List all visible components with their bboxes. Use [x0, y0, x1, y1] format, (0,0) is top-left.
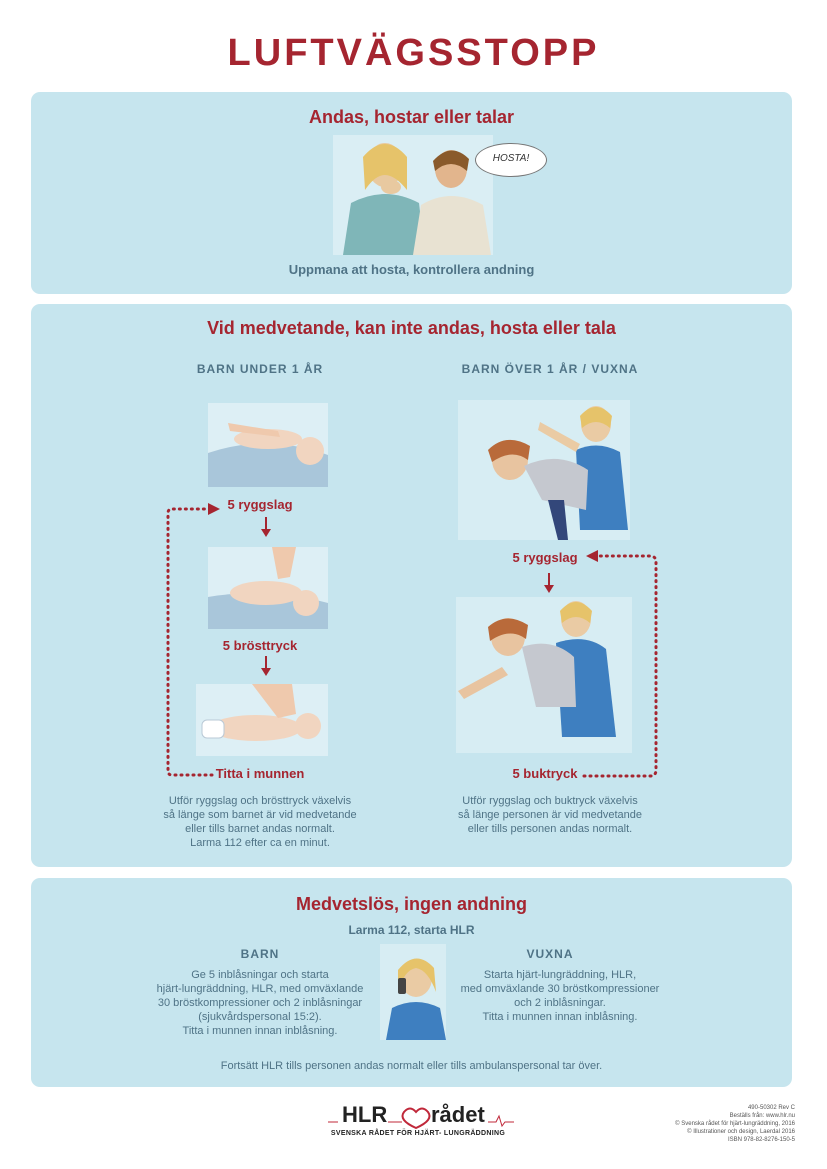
infant-step1-label: 5 ryggslag: [227, 497, 293, 512]
section1-caption: Uppmana att hosta, kontrollera andning: [288, 262, 535, 277]
illustration-coughing-person: [333, 135, 493, 255]
logo-text-radet: rådet: [431, 1102, 485, 1127]
hlr-radet-logo: [318, 1102, 518, 1142]
heart-ecg-icon: [318, 1106, 518, 1130]
illustration-adult-back-blows: [458, 400, 630, 540]
child-title: BARN: [240, 947, 280, 961]
section2-heading: Vid medvetande, kan inte andas, hosta eller tala: [207, 318, 616, 338]
section3-heading: Medvetslös, ingen andning: [295, 894, 528, 914]
adult-step1-label: 5 ryggslag: [512, 550, 578, 565]
infant-step3-label: Titta i munnen: [215, 766, 305, 781]
speech-bubble-text: HOSTA!: [492, 153, 530, 164]
panel-conscious-choking: [31, 304, 792, 867]
illustration-infant-back-blows: [208, 403, 328, 487]
arrow-down-icon: [541, 573, 557, 595]
logo-subtitle: SVENSKA RÅDET FÖR HJÄRT- LUNGRÄDDNING: [330, 1130, 506, 1137]
arrow-down-icon: [258, 656, 274, 678]
illustration-person-phoning: [380, 944, 446, 1040]
adult-step2-label: 5 buktryck: [512, 766, 578, 781]
section3-footer: Fortsätt HLR tills personen andas normalt eller tills ambulanspersonal tar över.: [220, 1060, 603, 1072]
section3-subheading: Larma 112, starta HLR: [348, 923, 475, 937]
page-title: LUFTVÄGSSTOPP: [227, 32, 600, 74]
adult-column-title: BARN ÖVER 1 ÅR / VUXNA: [461, 362, 639, 376]
adult-cpr-instructions: Starta hjärt-lungräddning, HLR, med omväxlande 30 bröstkompressioner och 2 inblåsningar. Titta i munnen innan inblåsning.: [460, 969, 660, 1023]
section1-heading: Andas, hostar eller talar: [308, 107, 515, 127]
adult-title: VUXNA: [526, 947, 574, 961]
logo-text-hlr: HLR: [342, 1102, 388, 1127]
infant-column-title: BARN UNDER 1 ÅR: [196, 362, 324, 376]
arrow-down-icon: [258, 517, 274, 539]
imprint: 490-50302 Rev C Beställs från: www.hlr.nu © Svenska rådet för hjärt-lungräddning, 2016 © Illustrationer och design, Laerdal 2016 ISBN 978-82-8276-150-5: [675, 1105, 795, 1143]
loop-arrow-dotted: [160, 497, 230, 782]
adult-instructions: Utför ryggslag och buktryck växelvis så länge personen är vid medvetande eller tills personen andas normalt.: [457, 795, 643, 835]
infant-step2-label: 5 brösttryck: [222, 638, 298, 653]
child-instructions: Ge 5 inblåsningar och starta hjärt-lungräddning, HLR, med omväxlande 30 bröstkompressioner och 2 inblåsningar (sjukvårdspersonal 15:2). Titta i munnen innan inblåsning.: [156, 969, 364, 1037]
infant-instructions: Utför ryggslag och brösttryck växelvis så länge som barnet är vid medvetande eller tills barnet andas normalt. Larma 112 efter ca en minut.: [163, 795, 357, 849]
loop-arrow-dotted: [578, 548, 663, 783]
speech-bubble: [475, 143, 547, 177]
